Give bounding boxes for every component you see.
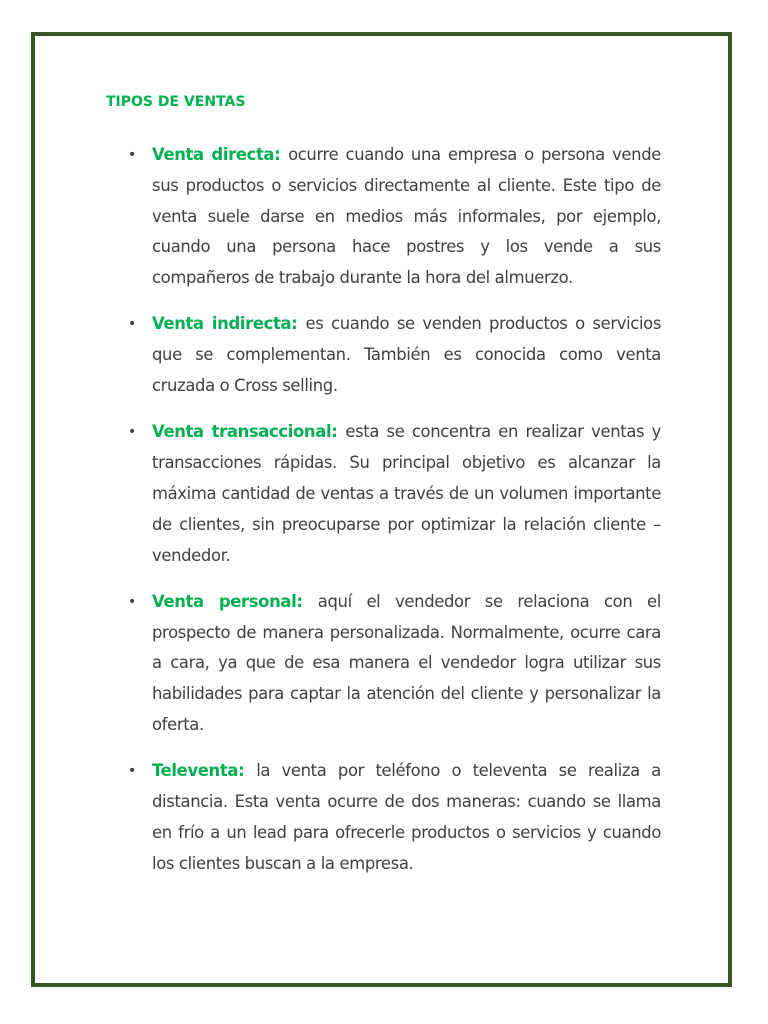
bullet-icon: • bbox=[128, 316, 136, 333]
section-title: TIPOS DE VENTAS bbox=[106, 94, 246, 110]
item-description: es cuando se venden productos o servicios que se complementan. También es conocida como venta cruzada o Cross selling. bbox=[152, 314, 662, 396]
item-description: esta se concentra en realizar ventas y transacciones rápidas. Su principal objetivo es alcanzar la máxima cantidad de ventas a través de un volumen importante de clientes, sin preocuparse por optimizar la relación cliente – vendedor. bbox=[152, 422, 661, 565]
bullet-icon: • bbox=[128, 593, 136, 610]
item-description: aquí el vendedor se relaciona con el prospecto de manera personalizada. Normalmente, ocurre cara a cara, ya que de esa manera el vendedor logra utilizar sus habilidades para captar la atención del cliente y personalizar la oferta. bbox=[152, 591, 661, 735]
item-term: Televenta: bbox=[152, 761, 257, 781]
bullet-icon: • bbox=[128, 424, 136, 441]
list-item-venta-personal bbox=[128, 587, 661, 741]
item-term: Venta indirecta: bbox=[152, 314, 306, 334]
sales-types-list bbox=[128, 140, 662, 895]
list-item-venta-transaccional bbox=[128, 417, 661, 571]
item-description: ocurre cuando una empresa o persona vende sus productos o servicios directamente al cliente. Este tipo de venta suele darse en medios más informales, por ejemplo, cuando una persona hace postres y los vende a sus compañeros de trabajo durante la hora del almuerzo. bbox=[152, 145, 661, 288]
item-term: Venta transaccional: bbox=[152, 422, 346, 442]
bullet-icon: • bbox=[128, 763, 136, 780]
item-term: Venta personal: bbox=[152, 591, 318, 611]
list-item-televenta bbox=[128, 756, 661, 879]
bullet-icon: • bbox=[128, 147, 136, 163]
list-item-venta-indirecta bbox=[128, 309, 662, 401]
list-item-venta-directa bbox=[128, 140, 661, 294]
item-term: Venta directa: bbox=[152, 145, 289, 164]
item-description: la venta por teléfono o televenta se realiza a distancia. Esta venta ocurre de dos maneras: cuando se llama en frío a un lead para ofrecerle productos o servicios y cuando los clientes buscan a la empresa. bbox=[152, 761, 661, 873]
